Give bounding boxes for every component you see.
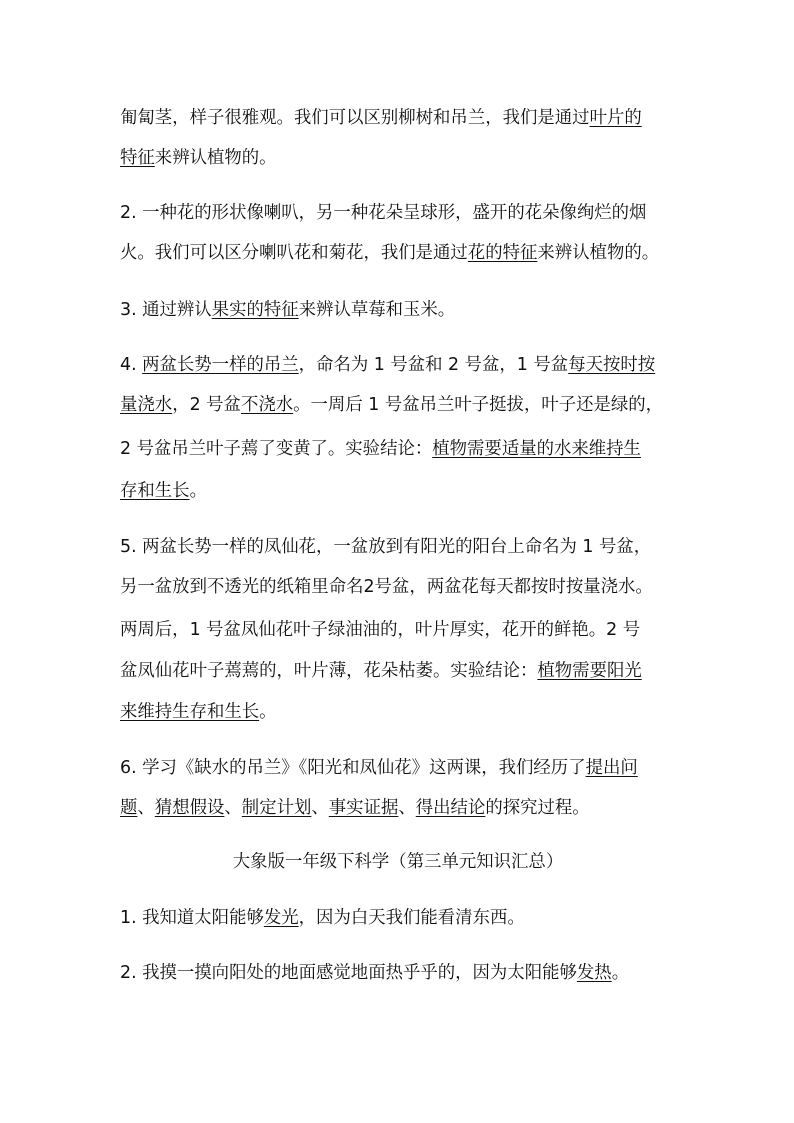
underlined-text: 来维持生存和生长 <box>120 702 260 722</box>
line-text: 3. 通过辨认 <box>120 300 212 320</box>
underlined-text: 叶片的 <box>589 108 642 128</box>
line-text: 的探究过程。 <box>485 798 590 818</box>
text-line <box>120 659 676 683</box>
line-text: 。 <box>259 702 277 722</box>
underlined-text: 猜想假设 <box>154 798 225 818</box>
text-line <box>120 353 676 377</box>
underlined-text: 果实的特征 <box>211 300 299 320</box>
line-text: 来辨认草莓和玉米。 <box>298 300 456 320</box>
line-text: ，因为白天我们能看清东西。 <box>298 908 525 928</box>
text-line <box>120 479 676 503</box>
line-text: 来辨认植物的。 <box>537 243 660 263</box>
text-line <box>120 575 676 599</box>
line-text: 4. <box>120 355 143 375</box>
line-text: 、 <box>311 798 329 818</box>
section-heading <box>120 850 676 874</box>
underlined-text: 发光 <box>263 908 299 928</box>
line-text: 、 <box>224 798 242 818</box>
underlined-text: 两盆长势一样的吊兰 <box>142 355 299 375</box>
underlined-text: 得出结论 <box>415 798 486 818</box>
line-text: ，命名为 1 号盆和 2 号盆，1 号盆 <box>298 355 569 375</box>
text-line <box>120 700 676 724</box>
underlined-text: 存和生长 <box>120 481 190 501</box>
underlined-text: 植物需要阳光 <box>537 661 642 681</box>
underlined-text: 每天按时按 <box>568 355 656 375</box>
underlined-text: 制定计划 <box>241 798 312 818</box>
line-text: 、 <box>398 798 416 818</box>
text-line <box>120 796 676 820</box>
underlined-text: 事实证据 <box>328 798 399 818</box>
line-text: 2. 我摸一摸向阳处的地面感觉地面热乎乎的，因为太阳能够 <box>120 963 577 983</box>
line-text: 2 号盆吊兰叶子蔫了变黄了。实验结论： <box>120 439 433 459</box>
text-line <box>120 961 676 985</box>
underlined-text: 不浇水 <box>240 395 294 415</box>
underlined-text: 题 <box>120 798 138 818</box>
line-text: 1. 我知道太阳能够 <box>120 908 264 928</box>
underlined-text: 植物需要适量的水来维持生 <box>432 439 641 459</box>
line-text: 盆凤仙花叶子蔫蔫的，叶片薄，花朵枯萎。实验结论： <box>120 661 538 681</box>
text-line <box>120 106 676 130</box>
underlined-text: 提出问 <box>585 758 638 778</box>
text-line <box>120 535 676 559</box>
line-text: 。 <box>189 481 207 501</box>
underlined-text: 花的特征 <box>467 243 538 263</box>
line-text: 5. 两盆长势一样的凤仙花，一盆放到有阳光的阳台上命名为 1 号盆， <box>120 537 652 557</box>
text-line <box>120 618 676 642</box>
line-text: 6. 学习《缺水的吊兰》《阳光和凤仙花》这两课，我们经历了 <box>120 758 586 778</box>
text-line <box>120 201 676 225</box>
line-text: 。 <box>611 963 630 983</box>
text-line <box>120 241 676 265</box>
text-line <box>120 906 676 930</box>
line-text: 2. 一种花的形状像喇叭，另一种花朵呈球形，盛开的花朵像绚烂的烟 <box>120 203 647 223</box>
line-text: 火。我们可以区分喇叭花和菊花，我们是通过 <box>120 243 468 263</box>
underlined-text: 特征 <box>120 148 155 168</box>
text-line <box>120 437 676 461</box>
line-text: 另一盆放到不透光的纸箱里命名2号盆，两盆花每天都按时按量浇水。 <box>120 577 653 597</box>
line-text: 两周后，1 号盆凤仙花叶子绿油油的，叶片厚实，花开的鲜艳。2 号 <box>120 620 641 640</box>
text-line <box>120 298 676 322</box>
text-line <box>120 393 676 417</box>
line-text: 来辨认植物的。 <box>154 148 277 168</box>
text-line <box>120 756 676 780</box>
underlined-text: 发热 <box>576 963 612 983</box>
text-line <box>120 146 676 170</box>
line-text: 大象版一年级下科学（第三单元知识汇总） <box>232 852 564 872</box>
line-text: ，2 号盆 <box>172 395 241 415</box>
line-text: 、 <box>137 798 155 818</box>
line-text: 匍匐茎，样子很雅观。我们可以区别柳树和吊兰，我们是通过 <box>120 108 590 128</box>
underlined-text: 量浇水 <box>120 395 173 415</box>
line-text: 。一周后 1 号盆吊兰叶子挺拔，叶子还是绿的， <box>293 395 664 415</box>
